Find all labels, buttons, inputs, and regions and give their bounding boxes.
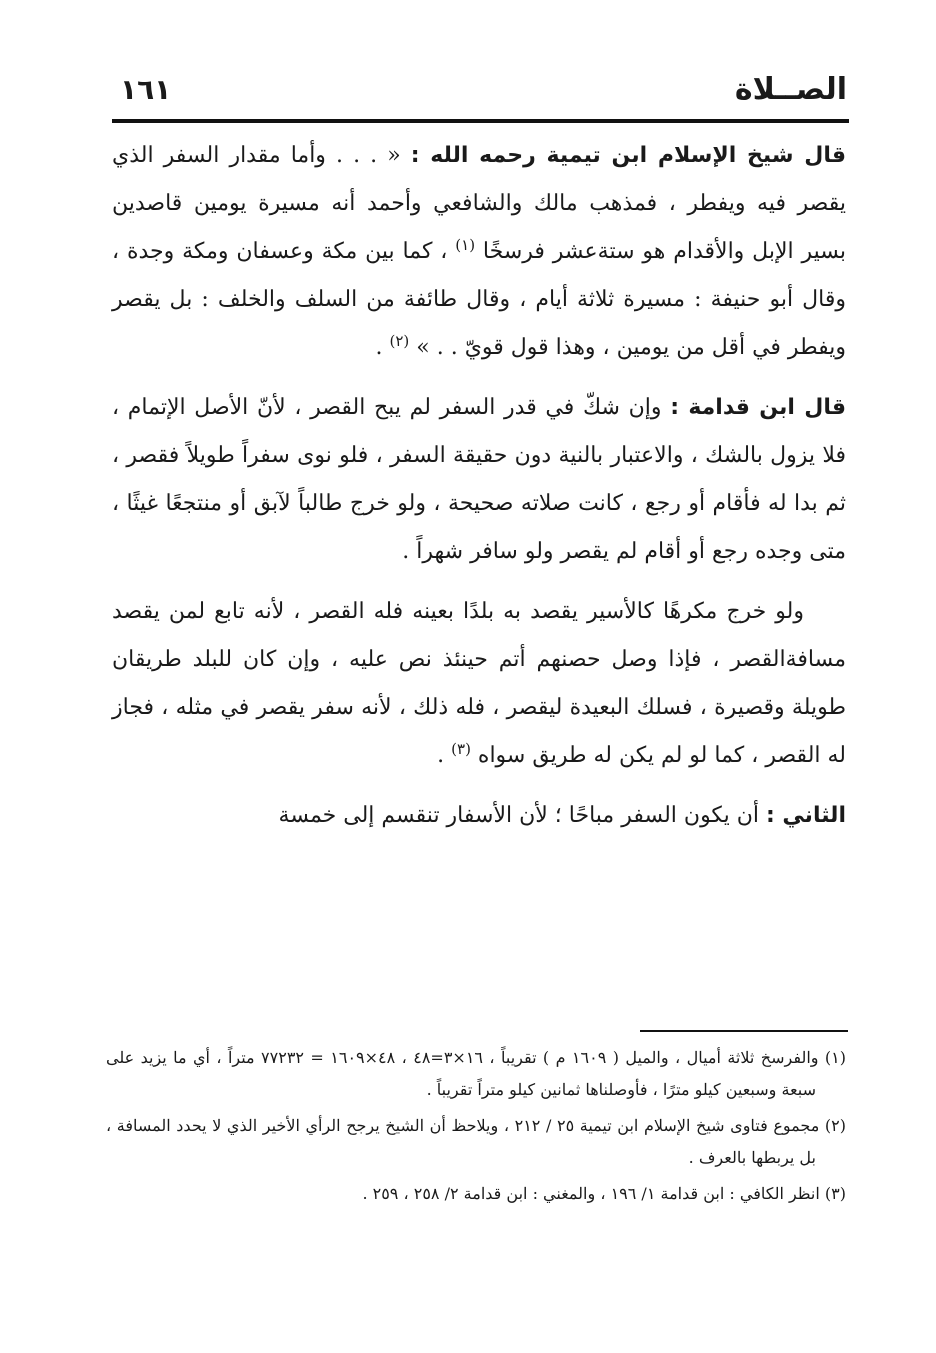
speaker-ibn-taymiyyah: قال شيخ الإسلام ابن تيمية رحمه الله : bbox=[410, 143, 846, 168]
paragraph-text: ولو خرج مكرهًا كالأسير يقصد به بلدًا بعينه فله القصر ، لأنه تابع لمن يقصد مسافةالقصر ، فإذا وصل حصنهم أتم حينئذ نص عليه ، وإن كان للبلد طريقان طويلة وقصيرة ، فسلك البعيدة ليقصر ، فله ذلك ، لأنه سفر يقصر في مثله ، فجاز له القصر ، كما لو لم يكن له طريق سواه bbox=[112, 599, 846, 768]
footnote-ref-2: (٢) bbox=[389, 332, 410, 350]
main-text bbox=[112, 132, 846, 852]
quote-text-continued: ، كما بين مكة وعسفان ومكة وجدة ، وقال أبو حنيفة : مسيرة ثلاثة أيام ، وقال طائفة من السلف والخلف : بل يقصر ويفطر في أقل من يومين ، وهذا قول قويّ . . » bbox=[112, 239, 846, 360]
footnote-separator bbox=[640, 1030, 848, 1032]
footnote-ref-1: (١) bbox=[455, 236, 476, 254]
paragraph-second-condition bbox=[112, 792, 846, 840]
footnote-1: (١) والفرسخ ثلاثة أميال ، والميل ( ١٦٠٩ م ) تقريباً ، ١٦×٣=٤٨ ، ٤٨×١٦٠٩ = ٧٧٢٣٢ متراً ، أي ما يزيد على سبعة وسبعين كيلو مترًا ، فأوصلناها ثمانين كيلو متراً تقريباً . bbox=[106, 1048, 847, 1099]
quote-text: « . . . وأما مقدار السفر الذي يقصر فيه ويفطر ، فمذهب مالك والشافعي وأحمد أنه مسيرة يومين قاصدين بسير الإبل والأقدام هو ستةعشر فرسخًا bbox=[112, 143, 846, 264]
page-header bbox=[112, 66, 847, 116]
paragraph-coerced-traveler bbox=[112, 588, 846, 780]
paragraph-ibn-qudamah bbox=[112, 384, 846, 576]
footnote-ref-3: (٣) bbox=[451, 740, 471, 758]
speaker-ibn-qudamah: قال ابن قدامة : bbox=[670, 395, 846, 420]
footnote-3: (٣) انظر الكافي : ابن قدامة ١/ ١٩٦ ، والمغني : ابن قدامة ٢/ ٢٥٨ ، ٢٥٩ . bbox=[362, 1184, 846, 1203]
footnote-2: (٢) مجموع فتاوى شيخ الإسلام ابن تيمية ٢٥ / ٢١٢ ، ويلاحظ أن الشيخ يرجح الرأي الأخير الذي لا يحدد المسافة ، بل يربطها بالعرف . bbox=[106, 1116, 847, 1167]
chapter-title: الصــلاة bbox=[734, 72, 847, 107]
second-condition-heading: الثاني : bbox=[765, 803, 846, 828]
paragraph-ibn-taymiyyah bbox=[112, 132, 846, 372]
page-number: ١٦١ bbox=[120, 73, 172, 106]
paragraph-text: أن يكون السفر مباحًا ؛ لأن الأسفار تنقسم إلى خمسة bbox=[278, 803, 766, 828]
paragraph-text: وإن شكّ في قدر السفر لم يبح القصر ، لأنّ الأصل الإتمام ، فلا يزول بالشك ، والاعتبار بالنية دون حقيقة السفر ، فلو نوى سفراً طويلاً فقصر ، ثم بدا له فأقام أو رجع ، كانت صلاته صحيحة ، ولو خرج طالباً لآبق أو منتجعًا غيثًا ، متى وجده رجع أو أقام لم يقصر ولو سافر شهراً . bbox=[112, 395, 846, 564]
footnotes bbox=[106, 1042, 846, 1214]
header-rule bbox=[112, 119, 849, 123]
paragraph-end: . bbox=[437, 743, 452, 768]
quote-end: . bbox=[375, 335, 390, 360]
